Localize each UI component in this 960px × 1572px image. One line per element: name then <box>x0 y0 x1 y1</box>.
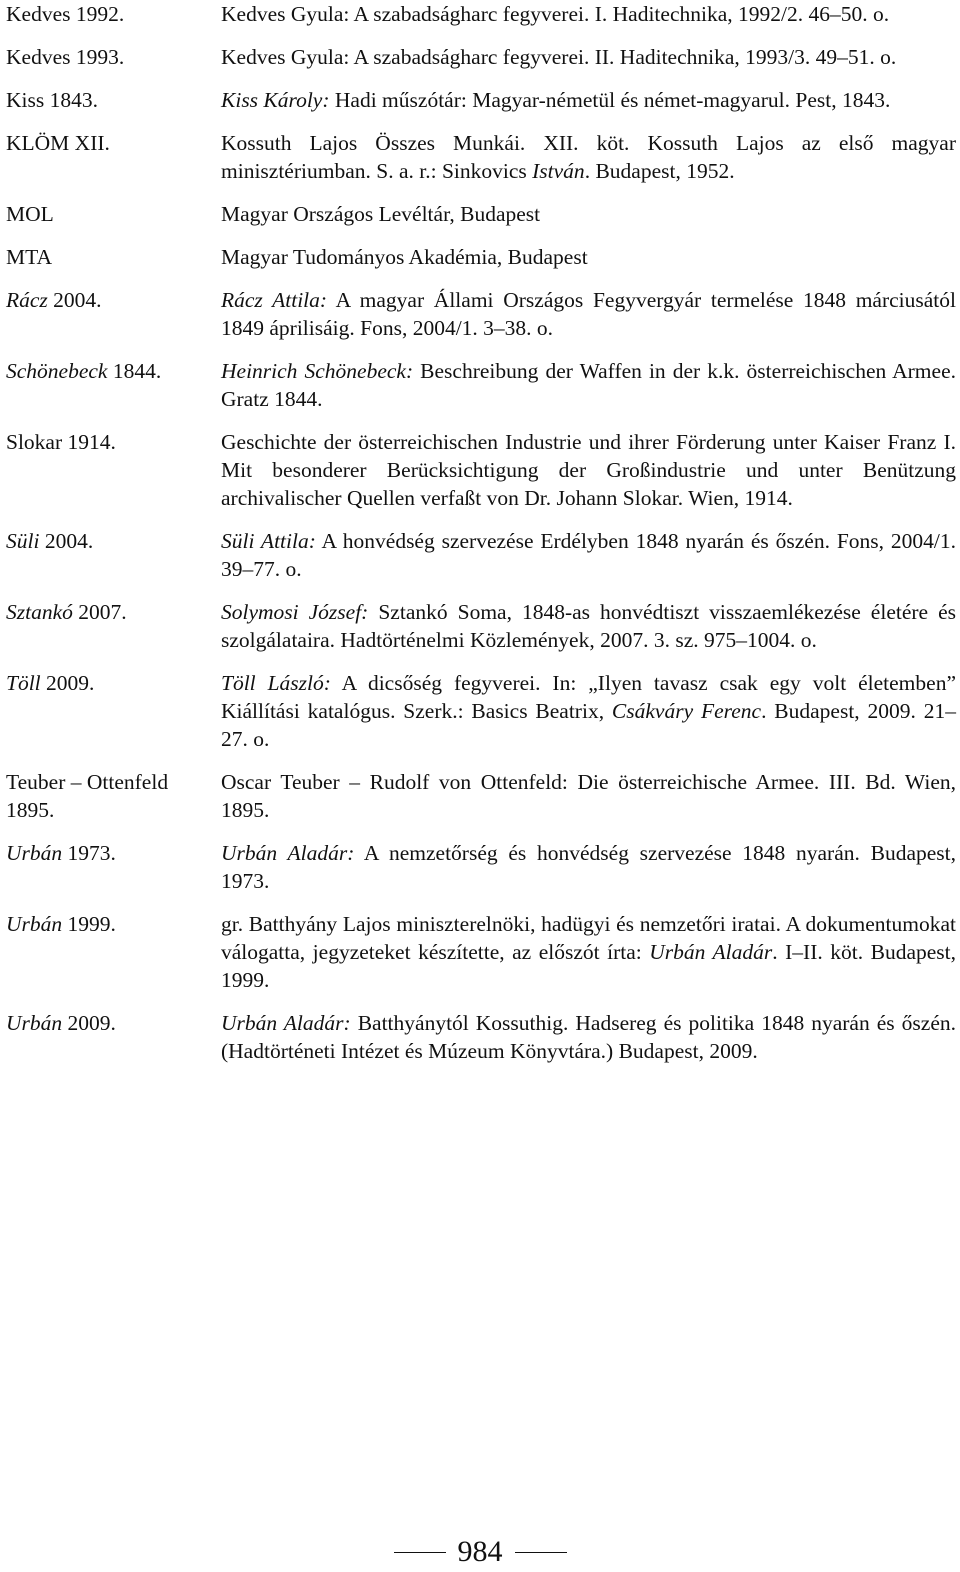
entry-reference-segment: gr. Batthyány Lajos miniszterelnöki, hadügyi és nemzetőri iratai. A dokumentumokat válogatta, jegyzeteket készítette, az előszót írta: <box>221 912 956 964</box>
entry-reference-segment: . Budapest, 1952. <box>584 159 735 183</box>
entry-key-segment: Rácz <box>6 288 48 312</box>
bibliography-entry <box>6 200 956 228</box>
bibliography-entry <box>6 1009 956 1065</box>
bibliography-entry <box>6 0 956 28</box>
bibliography-entry <box>6 43 956 71</box>
entry-key-segment: 1999. <box>62 912 116 936</box>
entry-key-segment: MOL <box>6 202 54 226</box>
entry-reference-segment: Urbán Aladár: <box>221 841 355 865</box>
entry-reference-segment: István <box>532 159 585 183</box>
entry-reference <box>221 1009 956 1065</box>
entry-key-segment: Urbán <box>6 1011 63 1035</box>
entry-key-segment: Urbán <box>6 912 63 936</box>
bibliography-list <box>6 0 956 1080</box>
bibliography-entry <box>6 428 956 512</box>
entry-key <box>6 527 221 583</box>
bibliography-entry <box>6 243 956 271</box>
page-number: 984 <box>457 1535 503 1568</box>
entry-key <box>6 86 221 114</box>
entry-reference-segment: Töll László: <box>221 671 331 695</box>
entry-reference-segment: Hadi műszótár: Magyar-németül és német-magyarul. Pest, 1843. <box>329 88 891 112</box>
entry-reference <box>221 200 956 228</box>
entry-reference-segment: A dicsőség fegyverei. In: „Ilyen tavasz csak egy volt életemben” Kiállítási katalógus. Szerk.: Basics Beatrix, <box>221 671 956 723</box>
entry-key-segment: Slokar 1914. <box>6 430 116 454</box>
entry-key-segment: Kiss 1843. <box>6 88 98 112</box>
entry-reference-segment: Kossuth Lajos Összes Munkái. XII. köt. Kossuth Lajos az első magyar minisztériumban. S. a. r.: Sinkovics <box>221 131 956 183</box>
entry-key-segment: 2009. <box>62 1011 116 1035</box>
entry-reference <box>221 286 956 342</box>
entry-key <box>6 200 221 228</box>
entry-key <box>6 839 221 895</box>
entry-reference-segment: Oscar Teuber – Rudolf von Ottenfeld: Die österreichische Armee. III. Bd. Wien, 1895. <box>221 770 956 822</box>
entry-key-segment: 1973. <box>62 841 116 865</box>
bibliography-entry <box>6 527 956 583</box>
entry-reference-segment: Geschichte der österreichischen Industrie und ihrer Förderung unter Kaiser Franz I. Mit besonderer Berücksichtigung der Großindustrie und unter Benützung archivalischer Quellen verfaßt von Dr. Johann Slokar. Wien, 1914. <box>221 430 956 510</box>
entry-key-segment: 2007. <box>72 600 127 624</box>
entry-reference <box>221 243 956 271</box>
right-dash-rule <box>515 1552 567 1553</box>
entry-key <box>6 43 221 71</box>
entry-key <box>6 669 221 753</box>
entry-key-segment: Schönebeck <box>6 359 108 383</box>
entry-key <box>6 357 221 413</box>
entry-reference-segment: Kedves Gyula: A szabadságharc fegyverei. II. Haditechnika, 1993/3. 49–51. o. <box>221 45 897 69</box>
bibliography-entry <box>6 839 956 895</box>
entry-reference-segment: A magyar Állami Országos Fegyvergyár termelése 1848 márciusától 1849 áprilisáig. Fons, 2004/1. 3–38. o. <box>221 288 957 340</box>
bibliography-entry <box>6 357 956 413</box>
entry-reference <box>221 768 956 824</box>
entry-key-segment: 2009. <box>40 671 95 695</box>
entry-key-segment: Kedves 1993. <box>6 45 125 69</box>
page-footer <box>0 1535 960 1569</box>
entry-reference-segment: Heinrich Schönebeck: <box>221 359 414 383</box>
bibliography-entry <box>6 129 956 185</box>
entry-reference-segment: Csákváry Ferenc <box>611 699 762 723</box>
entry-key <box>6 768 221 824</box>
entry-key-segment: Kedves 1992. <box>6 2 125 26</box>
bibliography-entry <box>6 598 956 654</box>
entry-reference-segment: Sztankó Soma, 1848-as honvédtiszt visszaemlékezése életére és szolgálataira. Hadtörténelmi Közlemények, 2007. 3. sz. 975–1004. o. <box>221 600 956 652</box>
entry-reference-segment: Beschreibung der Waffen in der k.k. österreichischen Armee. Gratz 1844. <box>221 359 956 411</box>
entry-reference-segment: Urbán Aladár: <box>221 1011 351 1035</box>
bibliography-entry <box>6 910 956 994</box>
entry-reference-segment: . I–II. köt. Budapest, 1999. <box>221 940 957 992</box>
bibliography-entry <box>6 86 956 114</box>
entry-key <box>6 243 221 271</box>
entry-key-segment: Urbán <box>6 841 63 865</box>
entry-reference <box>221 839 956 895</box>
entry-reference-segment: Süli Attila: <box>221 529 316 553</box>
entry-reference-segment: A nemzetőrség és honvédség szervezése 1848 nyarán. Budapest, 1973. <box>221 841 957 893</box>
entry-reference-segment: Solymosi József: <box>221 600 369 624</box>
entry-key-segment: 1844. <box>107 359 162 383</box>
entry-reference-segment: Rácz Attila: <box>221 288 328 312</box>
entry-key-segment: 2004. <box>39 529 94 553</box>
entry-key-segment: Süli <box>6 529 40 553</box>
entry-key-segment: Töll <box>6 671 41 695</box>
entry-key-segment: 2004. <box>47 288 102 312</box>
left-dash-rule <box>394 1552 446 1553</box>
bibliography-entry <box>6 286 956 342</box>
bibliography-entry <box>6 768 956 824</box>
entry-key-segment: KLÖM XII. <box>6 131 110 155</box>
entry-reference-segment: Batthyánytól Kossuthig. Hadsereg és politika 1848 nyarán és őszén. (Hadtörténeti Intézet és Múzeum Könyvtára.) Budapest, 2009. <box>221 1011 957 1063</box>
entry-key <box>6 910 221 994</box>
entry-reference <box>221 43 956 71</box>
entry-reference-segment: Urbán Aladár <box>649 940 773 964</box>
entry-reference <box>221 527 956 583</box>
entry-key <box>6 1009 221 1065</box>
entry-reference <box>221 598 956 654</box>
entry-key <box>6 0 221 28</box>
entry-key-segment: Teuber – Ottenfeld 1895. <box>6 770 169 822</box>
entry-reference <box>221 0 956 28</box>
entry-key <box>6 428 221 512</box>
entry-reference-segment: . Budapest, 2009. 21–27. o. <box>221 699 956 751</box>
entry-reference <box>221 428 956 512</box>
entry-key <box>6 129 221 185</box>
entry-key-segment: MTA <box>6 245 53 269</box>
entry-key <box>6 598 221 654</box>
entry-reference-segment: Magyar Tudományos Akadémia, Budapest <box>221 245 588 269</box>
entry-reference-segment: A honvédség szervezése Erdélyben 1848 nyarán és őszén. Fons, 2004/1. 39–77. o. <box>221 529 956 581</box>
entry-reference-segment: Magyar Országos Levéltár, Budapest <box>221 202 541 226</box>
entry-reference <box>221 357 956 413</box>
entry-key-segment: Sztankó <box>6 600 73 624</box>
entry-reference-segment: Kiss Károly: <box>221 88 330 112</box>
entry-reference <box>221 669 956 753</box>
entry-reference <box>221 129 956 185</box>
entry-reference <box>221 910 956 994</box>
entry-key <box>6 286 221 342</box>
bibliography-entry <box>6 669 956 753</box>
entry-reference <box>221 86 956 114</box>
entry-reference-segment: Kedves Gyula: A szabadságharc fegyverei. I. Haditechnika, 1992/2. 46–50. o. <box>221 2 890 26</box>
